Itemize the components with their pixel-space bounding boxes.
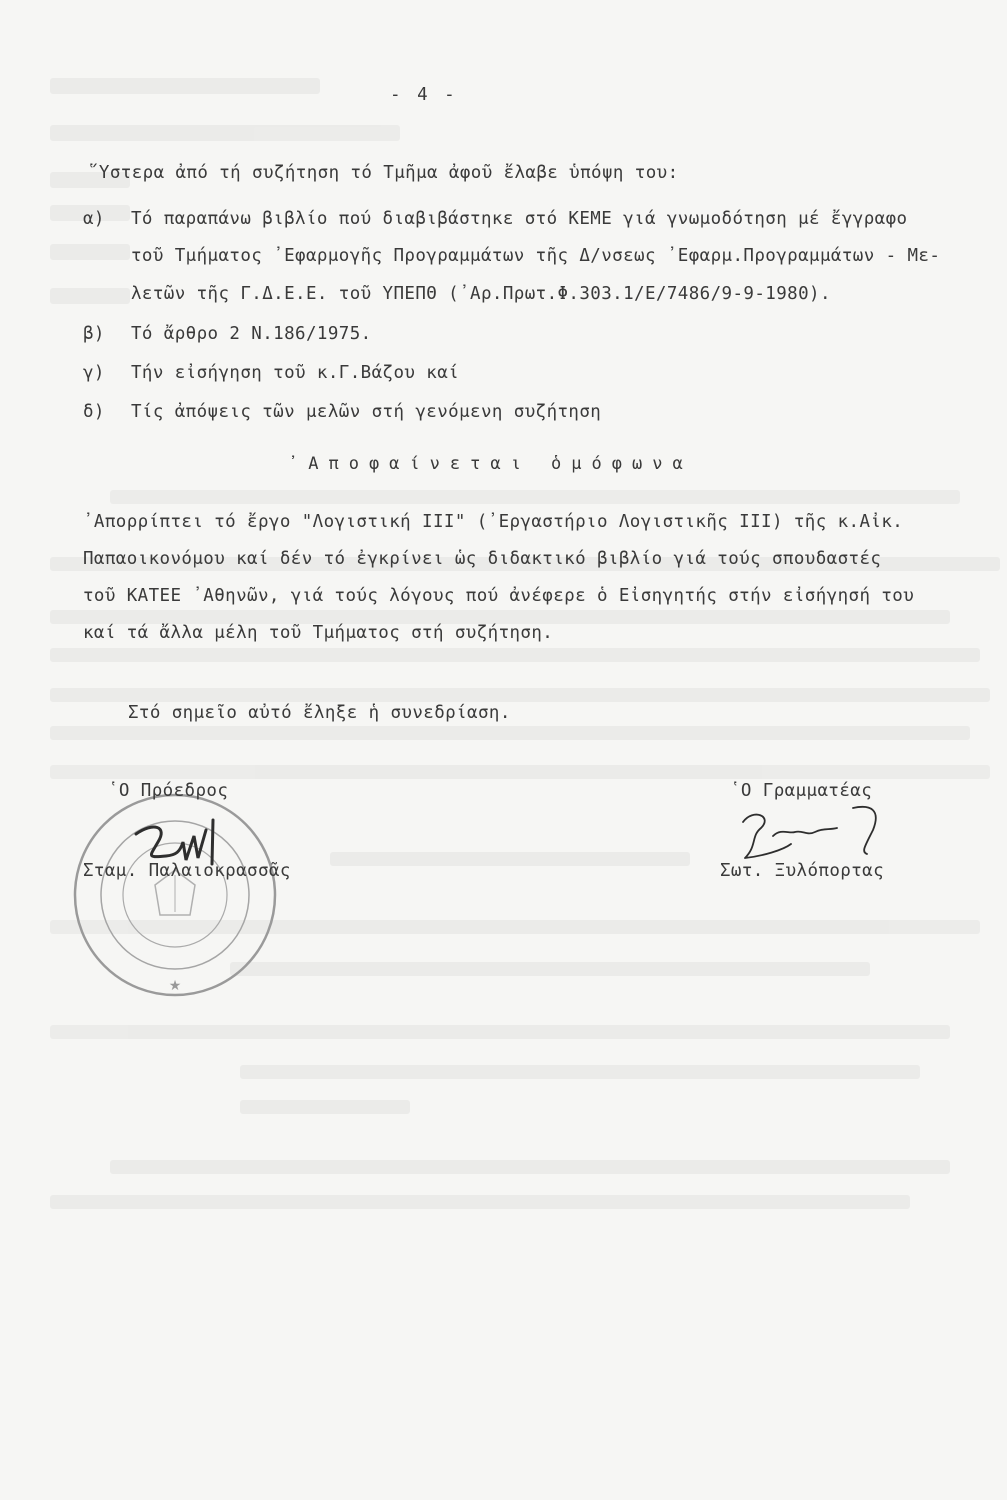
item-c-text: Τήν εἰσήγηση τοῦ κ.Γ.Βάζου καί: [131, 363, 460, 383]
item-b-text: Τό ἄρθρο 2 Ν.186/1975.: [131, 324, 372, 344]
item-marker-a: α): [83, 209, 105, 229]
item-a-line-2: τοῦ Τμήματος ᾽Εφαρμογῆς Προγραμμάτων τῆς Δ/νσεως ᾽Εφαρμ.Προγραμμάτων - Με-: [131, 246, 941, 266]
item-marker-b: β): [83, 324, 105, 344]
president-name: Σταμ. Παλαιοκρασσᾶς: [83, 861, 291, 881]
decision-line-2: Παπαοικονόμου καί δέν τό ἐγκρίνει ὡς διδακτικό βιβλίο γιά τούς σπουδαστές: [83, 549, 882, 569]
svg-text:★: ★: [168, 978, 182, 994]
decision-line-1: ᾽Απορρίπτει τό ἔργο "Λογιστική ΙΙΙ" (᾽Εργαστήριο Λογιστικῆς ΙΙΙ) τῆς κ.Αἰκ.: [83, 512, 904, 532]
item-marker-c: γ): [83, 363, 105, 383]
decision-heading: ᾽Αποφαίνεται ὁμόφωνα: [288, 454, 693, 474]
item-a-line-3: λετῶν τῆς Γ.Δ.Ε.Ε. τοῦ ΥΠΕΠΘ (᾽Αρ.Πρωτ.Φ.303.1/Ε/7486/9-9-1980).: [131, 284, 831, 304]
secretary-signature: [733, 800, 893, 870]
secretary-title: ῾Ο Γραμματέας: [730, 781, 873, 801]
item-marker-d: δ): [83, 402, 105, 422]
page-number: - 4 -: [390, 85, 458, 105]
item-a-line-1: Τό παραπάνω βιβλίο πού διαβιβάστηκε στό ΚΕΜΕ γιά γνωμοδότηση μέ ἔγγραφο: [131, 209, 908, 229]
item-d-text: Τίς ἀπόψεις τῶν μελῶν στή γενόμενη συζήτηση: [131, 402, 602, 422]
decision-line-3: τοῦ ΚΑΤΕΕ ᾽Αθηνῶν, γιά τούς λόγους πού ἀνέφερε ὁ Εἰσηγητής στήν εἰσήγησή του: [83, 586, 915, 606]
secretary-name: Σωτ. Ξυλόπορτας: [720, 861, 885, 881]
intro-sentence: ῞Υστερα ἀπό τή συζήτηση τό Τμῆμα ἀφοῦ ἔλαβε ὑπόψη του:: [88, 163, 679, 183]
decision-line-4: καί τά ἄλλα μέλη τοῦ Τμήματος στή συζήτηση.: [83, 623, 554, 643]
closing-sentence: Στό σημεῖο αὐτό ἔληξε ἡ συνεδρίαση.: [128, 703, 511, 723]
president-title: ῾Ο Πρόεδρος: [108, 781, 229, 801]
